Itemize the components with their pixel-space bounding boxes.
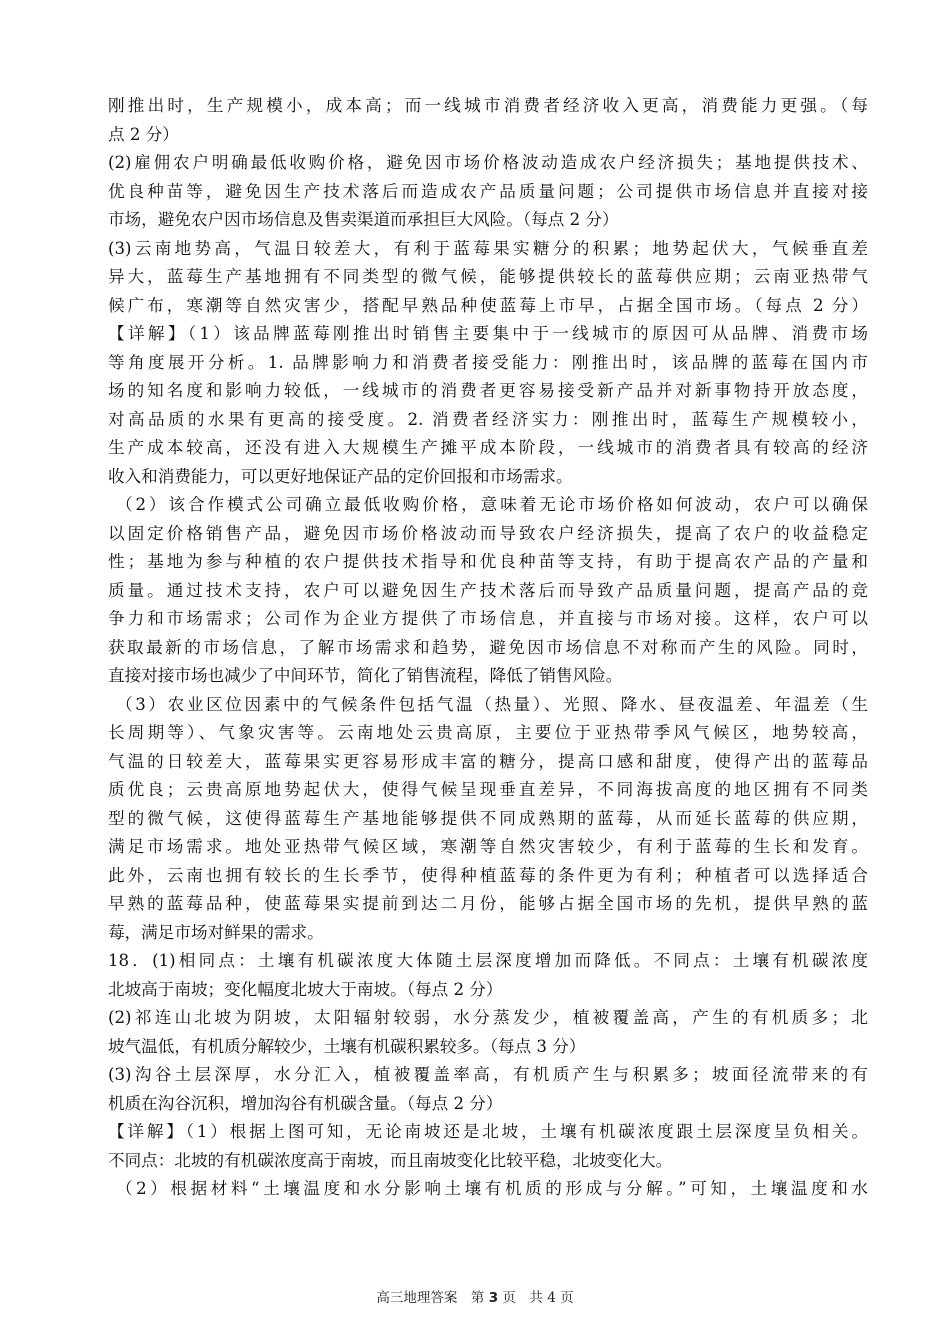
text-line: 对高品质的水果有更高的接受度。2. 消费者经济实力：刚推出时，蓝莓生产规模较小， [108,409,868,429]
text-line: 性；基地为参与种植的农户提供技术指导和优良种苗等支持，有助于提高农产品的产量和 [108,552,868,571]
text-line: 【详解】（1）根据上图可知，无论南坡还是北坡，土壤有机碳浓度跟土层深度呈负相关。 [108,1122,868,1141]
text-line: 获取最新的市场信息，了解市场需求和趋势，避免因市场信息不对称而产生的风险。同时， [108,637,868,657]
text-line: 气温的日较差大，蓝莓果实更容易形成丰富的糖分，提高口感和甜度，使得产出的蓝莓品 [108,751,868,771]
text-line: 满足市场需求。地处亚热带气候区域，寒潮等自然灾害较少，有利于蓝莓的生长和发育。 [108,837,868,856]
text-line: 场的知名度和影响力较低，一线城市的消费者更容易接受新产品并对新事物持开放态度， [108,381,868,400]
text-line: 质量。通过技术支持，农户可以避免因生产技术落后而导致产品质量问题，提高产品的竞 [108,580,868,600]
text-line: 市场，避免农户因市场信息及售卖渠道而承担巨大风险。（每点 2 分） [108,210,619,229]
text-line: 以固定价格销售产品，避免因市场价格波动而导致农户经济损失，提高了农户的收益稳定 [108,523,868,543]
text-line: 生产成本较高，还没有进入大规模生产摊平成本阶段，一线城市的消费者具有较高的经济 [108,438,868,457]
text-line: （2）该合作模式公司确立最低收购价格，意味着无论市场价格如何波动，农户可以确保 [116,495,868,514]
text-line: (3)云南地势高，气温日较差大，有利于蓝莓果实糖分的积累；地势起伏大，气候垂直差 [108,238,868,258]
text-line: 18．(1)相同点：土壤有机碳浓度大体随土层深度增加而降低。不同点：土壤有机碳浓度 [108,951,868,970]
text-line: 机质在沟谷沉积，增加沟谷有机碳含量。（每点 2 分） [108,1093,503,1113]
text-line: (3)沟谷土层深厚，水分汇入，植被覆盖率高，有机质产生与积累多；坡面径流带来的有 [108,1065,868,1084]
text-line: （2）根据材料“土壤温度和水分影响土壤有机质的形成与分解。”可知，土壤温度和水 [116,1179,868,1198]
text-line: 长周期等）、气象灾害等。云南地处云贵高原，主要位于亚热带季风气候区，地势较高， [108,723,868,742]
footer-prefix: 高三地理答案 第 [376,1290,489,1306]
text-line: 【详解】（1）该品牌蓝莓刚推出时销售主要集中于一线城市的原因可从品牌、消费市场 [108,324,868,343]
page-footer [0,1286,950,1306]
footer-page-number: 3 [488,1290,499,1306]
text-line: 型的微气候，这使得蓝莓生产基地能够提供不同成熟期的蓝莓，从而延长蓝莓的供应期， [108,808,868,828]
text-line: 质优良；云贵高原地势起伏大，使得气候呈现垂直差异，不同海拔高度的地区拥有不同类 [108,780,868,799]
text-line: 刚推出时，生产规模小，成本高；而一线城市消费者经济收入更高，消费能力更强。（每 [108,96,868,115]
text-line: 优良种苗等，避免因生产技术落后而造成农产品质量问题；公司提供市场信息并直接对接 [108,181,868,201]
footer-suffix: 页 共 4 页 [498,1290,574,1306]
text-line: 直接对接市场也减少了中间环节，简化了销售流程，降低了销售风险。 [108,666,623,685]
text-line: 北坡高于南坡；变化幅度北坡大于南坡。（每点 2 分） [108,979,503,999]
text-line: 此外，云南也拥有较长的生长季节，使得种植蓝莓的条件更为有利；种植者可以选择适合 [108,865,868,885]
text-line: (2)祁连山北坡为阴坡，太阳辐射较弱，水分蒸发少，植被覆盖高，产生的有机质多；北 [108,1008,868,1027]
text-line: 坡气温低，有机质分解较少，土壤有机碳积累较多。（每点 3 分） [108,1036,586,1056]
answer-text-body [108,92,868,1204]
text-line: 收入和消费能力，可以更好地保证产品的定价回报和市场需求。 [108,466,573,486]
text-line: 早熟的蓝莓品种，使蓝莓果实提前到达二月份，能够占据全国市场的先机，提供早熟的蓝 [108,894,868,913]
text-line: 等角度展开分析。1. 品牌影响力和消费者接受能力：刚推出时，该品牌的蓝莓在国内市 [108,352,868,372]
text-line: 争力和市场需求；公司作为企业方提供了市场信息，并直接与市场对接。这样，农户可以 [108,609,868,628]
text-line: 莓，满足市场对鲜果的需求。 [108,922,324,942]
text-line: （3）农业区位因素中的气候条件包括气温（热量）、光照、降水、昼夜温差、年温差（生 [116,694,868,714]
text-line: 点 2 分） [108,124,179,144]
text-line: 异大，蓝莓生产基地拥有不同类型的微气候，能够提供较长的蓝莓供应期；云南亚热带气 [108,267,868,286]
text-line: 候广布，寒潮等自然灾害少，搭配早熟品种使蓝莓上市早，占据全国市场。（每点 2 分） [108,295,868,315]
text-line: (2)雇佣农户明确最低收购价格，避免因市场价格波动造成农户经济损失；基地提供技术、 [108,153,868,172]
text-line: 不同点：北坡的有机碳浓度高于南坡，而且南坡变化比较平稳，北坡变化大。 [108,1150,673,1170]
